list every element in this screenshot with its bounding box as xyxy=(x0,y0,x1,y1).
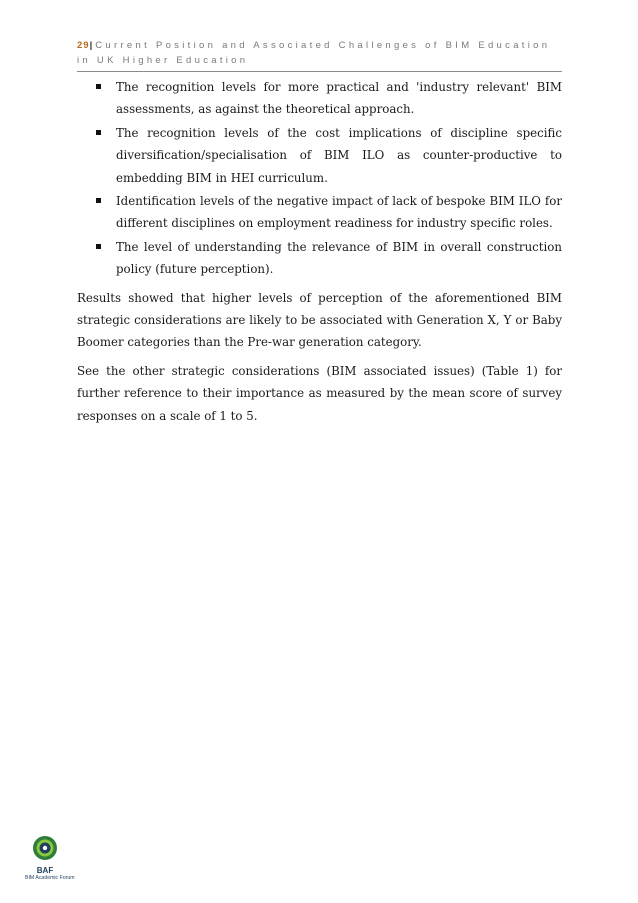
page-body xyxy=(77,76,562,427)
bullet-list xyxy=(77,76,562,281)
see-other-paragraph: See the other strategic considerations (BIM associated issues) (Table 1) for further reference to their importance as measured by the mean score of survey responses on a scale of 1 to 5. xyxy=(77,363,562,423)
header-separator: | xyxy=(89,40,94,51)
header-rule xyxy=(77,71,562,72)
bullet-text: The recognition levels for more practical and 'industry relevant' BIM assessments, as against the theoretical approach. xyxy=(116,80,562,117)
square-bullet-icon xyxy=(96,130,101,135)
square-bullet-icon xyxy=(96,244,101,249)
bullet-item xyxy=(77,236,562,281)
bullet-text: Identification levels of the negative impact of lack of bespoke BIM ILO for different disciplines on employment readiness for industry specific roles. xyxy=(116,194,562,231)
bullet-item xyxy=(77,76,562,121)
logo-name: BIM Academic Forum xyxy=(25,875,75,881)
logo-abbr: BAF xyxy=(36,866,54,875)
bullet-item xyxy=(77,122,562,189)
running-header xyxy=(77,38,562,70)
page-number: 29 xyxy=(77,40,90,51)
baf-logo-icon xyxy=(32,835,58,861)
square-bullet-icon xyxy=(96,84,101,89)
bullet-text: The recognition levels of the cost implications of discipline specific diversification/specialisation of BIM ILO as counter-productive to embedding BIM in HEI curriculum. xyxy=(116,125,562,185)
square-bullet-icon xyxy=(96,198,101,203)
bullet-text: The level of understanding the relevance of BIM in overall construction policy (future perception). xyxy=(116,239,562,277)
results-paragraph: Results showed that higher levels of perception of the aforementioned BIM strategic considerations are likely to be associated with Generation X, Y or Baby Boomer categories than the Pre-war generation category. xyxy=(77,290,562,350)
baf-logo xyxy=(25,835,75,881)
bullet-item xyxy=(77,190,562,235)
header-title: Current Position and Associated Challenges of BIM Education in UK Higher Education xyxy=(77,40,551,66)
